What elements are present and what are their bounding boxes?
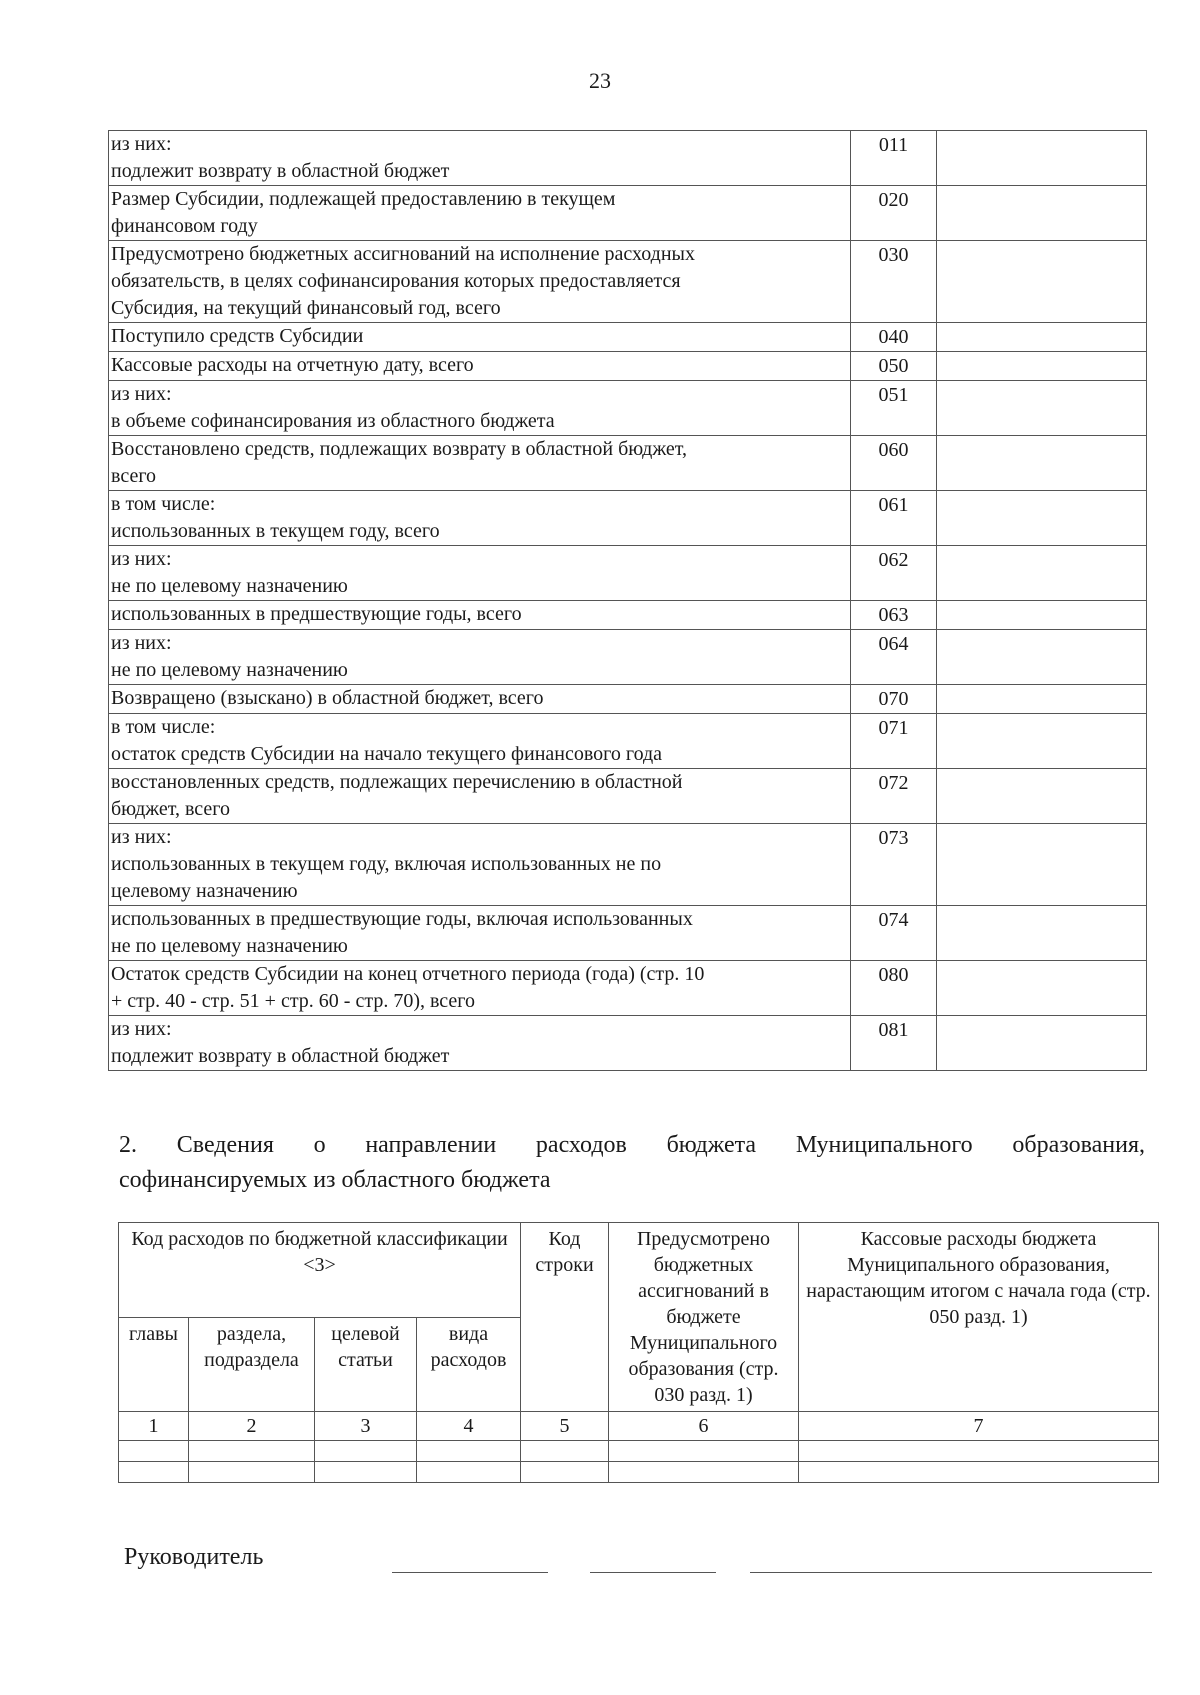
- table-row: [109, 906, 1147, 961]
- table-row: [109, 685, 1147, 714]
- row-name-cell: [109, 491, 851, 546]
- section-title-line-2: софинансируемых из областного бюджета: [119, 1167, 551, 1193]
- table-row: [109, 630, 1147, 685]
- row-code-cell: 011: [851, 131, 937, 186]
- subsidy-report-table: [108, 130, 1147, 1071]
- row-name-line: целевому назначению: [111, 880, 298, 902]
- row-name-line: Остаток средств Субсидии на конец отчетного периода (года) (стр. 10: [111, 963, 705, 985]
- row-value-cell: [937, 323, 1147, 352]
- row-name-line: из них:: [111, 1018, 172, 1040]
- column-number: 5: [521, 1412, 609, 1441]
- row-name-cell: [109, 352, 851, 381]
- row-name-line: + стр. 40 - стр. 51 + стр. 60 - стр. 70), всего: [111, 990, 476, 1012]
- row-value-cell: [937, 906, 1147, 961]
- empty-cell: [417, 1441, 521, 1462]
- row-name-cell: [109, 769, 851, 824]
- section-2-title: [119, 1128, 1145, 1198]
- planned-allocations-header: Предусмотрено бюджетных ассигнований в бюджете Муниципального образования (стр. 030 разд. 1): [609, 1223, 799, 1412]
- row-name-line: бюджет, всего: [111, 798, 230, 820]
- row-name-line: из них:: [111, 548, 172, 570]
- empty-cell: [417, 1462, 521, 1483]
- row-value-cell: [937, 546, 1147, 601]
- row-name-cell: [109, 714, 851, 769]
- row-code-cell: 060: [851, 436, 937, 491]
- page-number: 23: [589, 68, 611, 93]
- row-name-line: Субсидия, на текущий финансовый год, всего: [111, 297, 501, 319]
- table-row: [109, 491, 1147, 546]
- table-row: [109, 546, 1147, 601]
- row-name-line: в том числе:: [111, 493, 216, 515]
- line-code-header: Код строки: [521, 1223, 609, 1412]
- row-value-cell: [937, 714, 1147, 769]
- column-number: 4: [417, 1412, 521, 1441]
- empty-cell: [189, 1462, 315, 1483]
- empty-cell: [799, 1462, 1159, 1483]
- empty-row: [119, 1462, 1159, 1483]
- row-value-cell: [937, 685, 1147, 714]
- row-name-cell: [109, 546, 851, 601]
- empty-cell: [189, 1441, 315, 1462]
- empty-cell: [521, 1462, 609, 1483]
- empty-cell: [521, 1441, 609, 1462]
- row-code-cell: 062: [851, 546, 937, 601]
- row-name-line: из них:: [111, 133, 172, 155]
- row-name-line: Размер Субсидии, подлежащей предоставлению в текущем: [111, 188, 616, 210]
- signature-line: [392, 1572, 548, 1573]
- row-code-cell: 070: [851, 685, 937, 714]
- row-name-line: из них:: [111, 632, 172, 654]
- row-name-line: подлежит возврату в областной бюджет: [111, 160, 450, 182]
- row-code-cell: 063: [851, 601, 937, 630]
- row-name-line: подлежит возврату в областной бюджет: [111, 1045, 450, 1067]
- column-number: 6: [609, 1412, 799, 1441]
- expense-type-header: вида расходов: [417, 1317, 521, 1412]
- row-name-line: обязательств, в целях софинансирования которых предоставляется: [111, 270, 681, 292]
- row-value-cell: [937, 601, 1147, 630]
- empty-row: [119, 1441, 1159, 1462]
- row-code-cell: 074: [851, 906, 937, 961]
- row-name-cell: [109, 685, 851, 714]
- row-value-cell: [937, 961, 1147, 1016]
- row-code-cell: 071: [851, 714, 937, 769]
- row-value-cell: [937, 381, 1147, 436]
- row-code-cell: 073: [851, 824, 937, 906]
- row-code-cell: 061: [851, 491, 937, 546]
- row-name-line: восстановленных средств, подлежащих перечислению в областной: [111, 771, 683, 793]
- row-value-cell: [937, 131, 1147, 186]
- table-row: [109, 961, 1147, 1016]
- row-name-line: в объеме софинансирования из областного бюджета: [111, 410, 555, 432]
- row-value-cell: [937, 824, 1147, 906]
- row-code-cell: 051: [851, 381, 937, 436]
- expenditure-directions-table: [118, 1222, 1159, 1483]
- row-name-cell: [109, 381, 851, 436]
- row-name-line: Кассовые расходы на отчетную дату, всего: [111, 354, 474, 376]
- row-value-cell: [937, 436, 1147, 491]
- empty-cell: [315, 1441, 417, 1462]
- column-number: 7: [799, 1412, 1159, 1441]
- row-code-cell: 030: [851, 241, 937, 323]
- table-row: [109, 131, 1147, 186]
- table-row: [109, 352, 1147, 381]
- row-name-line: не по целевому назначению: [111, 659, 348, 681]
- row-name-line: в том числе:: [111, 716, 216, 738]
- table-row: [109, 186, 1147, 241]
- row-code-cell: 080: [851, 961, 937, 1016]
- row-name-line: использованных в предшествующие годы, всего: [111, 603, 522, 625]
- section-subsection-header: раздела, подраздела: [189, 1317, 315, 1412]
- row-value-cell: [937, 769, 1147, 824]
- empty-cell: [119, 1441, 189, 1462]
- row-name-line: Восстановлено средств, подлежащих возврату в областной бюджет,: [111, 438, 688, 460]
- section-title-line-1: 2. Сведения о направлении расходов бюджета Муниципального образования,: [119, 1132, 1145, 1158]
- row-value-cell: [937, 630, 1147, 685]
- empty-cell: [609, 1441, 799, 1462]
- row-value-cell: [937, 241, 1147, 323]
- row-name-cell: [109, 824, 851, 906]
- row-name-line: не по целевому назначению: [111, 575, 348, 597]
- row-name-cell: [109, 906, 851, 961]
- row-name-cell: [109, 1016, 851, 1071]
- row-name-line: Поступило средств Субсидии: [111, 325, 364, 347]
- cash-expenses-header: Кассовые расходы бюджета Муниципального образования, нарастающим итогом с начала года (стр. 050 разд. 1): [799, 1223, 1159, 1412]
- row-name-line: использованных в текущем году, всего: [111, 520, 440, 542]
- column-numbers-row: [119, 1412, 1159, 1441]
- table-row: [109, 601, 1147, 630]
- table-row: [109, 323, 1147, 352]
- row-name-line: Возвращено (взыскано) в областной бюджет, всего: [111, 687, 544, 709]
- row-name-cell: [109, 241, 851, 323]
- empty-cell: [609, 1462, 799, 1483]
- row-name-cell: [109, 961, 851, 1016]
- row-value-cell: [937, 1016, 1147, 1071]
- row-name-line: Предусмотрено бюджетных ассигнований на исполнение расходных: [111, 243, 695, 265]
- row-name-cell: [109, 131, 851, 186]
- position-line: [750, 1572, 1152, 1573]
- row-code-cell: 072: [851, 769, 937, 824]
- row-value-cell: [937, 491, 1147, 546]
- row-code-cell: 040: [851, 323, 937, 352]
- table-row: [109, 769, 1147, 824]
- row-name-cell: [109, 630, 851, 685]
- budget-classification-header: Код расходов по бюджетной классификации <3>: [119, 1223, 521, 1318]
- row-name-line: остаток средств Субсидии на начало текущего финансового года: [111, 743, 663, 765]
- table-row: [109, 241, 1147, 323]
- row-name-line: не по целевому назначению: [111, 935, 348, 957]
- row-value-cell: [937, 352, 1147, 381]
- row-name-line: всего: [111, 465, 157, 487]
- row-name-line: из них:: [111, 826, 172, 848]
- row-name-cell: [109, 323, 851, 352]
- empty-cell: [315, 1462, 417, 1483]
- row-name-line: использованных в предшествующие годы, включая использованных: [111, 908, 693, 930]
- table-row: [109, 824, 1147, 906]
- chapter-header: главы: [119, 1317, 189, 1412]
- row-name-line: использованных в текущем году, включая использованных не по: [111, 853, 662, 875]
- row-name-line: из них:: [111, 383, 172, 405]
- name-line: [590, 1572, 716, 1573]
- column-number: 2: [189, 1412, 315, 1441]
- row-name-cell: [109, 436, 851, 491]
- row-code-cell: 050: [851, 352, 937, 381]
- table-row: [109, 381, 1147, 436]
- target-item-header: целевой статьи: [315, 1317, 417, 1412]
- row-name-line: финансовом году: [111, 215, 258, 237]
- row-code-cell: 064: [851, 630, 937, 685]
- row-value-cell: [937, 186, 1147, 241]
- column-number: 3: [315, 1412, 417, 1441]
- table-row: [109, 714, 1147, 769]
- table-row: [109, 436, 1147, 491]
- column-number: 1: [119, 1412, 189, 1441]
- empty-cell: [799, 1441, 1159, 1462]
- row-name-cell: [109, 186, 851, 241]
- table-row: [109, 1016, 1147, 1071]
- empty-cell: [119, 1462, 189, 1483]
- row-name-cell: [109, 601, 851, 630]
- signatory-label: Руководитель: [124, 1544, 264, 1570]
- row-code-cell: 081: [851, 1016, 937, 1071]
- row-code-cell: 020: [851, 186, 937, 241]
